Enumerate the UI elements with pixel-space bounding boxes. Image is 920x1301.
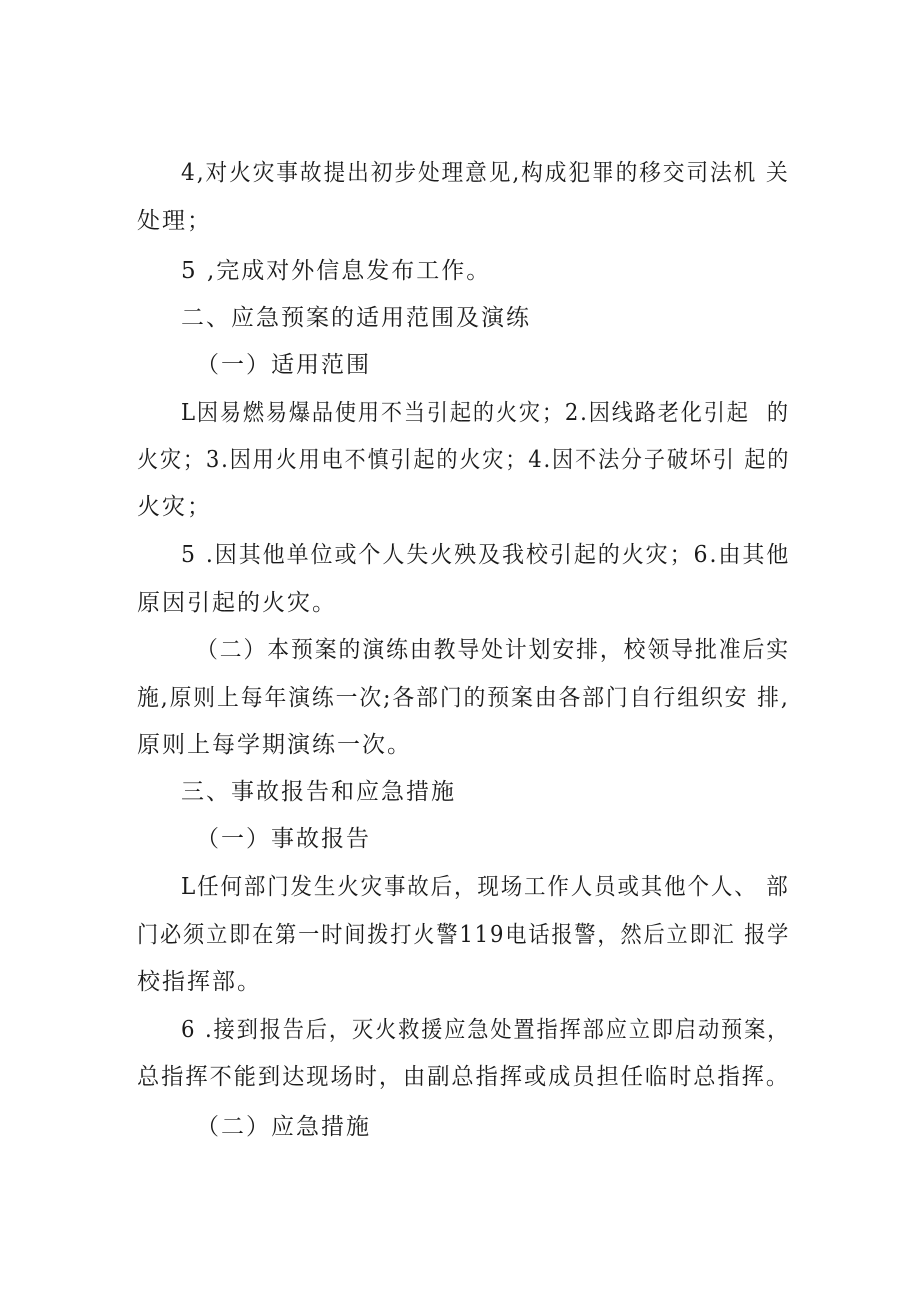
paragraph-line: 原因引起的火灾。: [137, 590, 337, 616]
paragraph-line: 总指挥不能到达现场时，由副总指挥或成员担任临时总指挥。: [137, 1064, 790, 1090]
subsection-heading: （二）应急措施: [196, 1114, 371, 1140]
paragraph-line: 处理；: [137, 208, 212, 234]
section-heading: 二、应急预案的适用范围及演练: [181, 305, 531, 331]
paragraph-line: L因易燃易爆品使用不当引起的火灾；2.因线路老化引起 的: [181, 400, 790, 426]
paragraph-line: 火灾；: [137, 494, 212, 520]
paragraph-line: 6 .接到报告后，灭火救援应急处置指挥部应立即启动预案，: [181, 1017, 791, 1043]
paragraph-line: 原则上每学期演练一次。: [137, 732, 412, 758]
subsection-heading: （一）事故报告: [196, 826, 371, 852]
section-heading: 三、事故报告和应急措施: [181, 779, 456, 805]
subsection-heading: （一）适用范围: [196, 352, 371, 378]
paragraph-line: 5 ,完成对外信息发布工作。: [181, 258, 492, 284]
paragraph-line: 5 .因其他单位或个人失火殃及我校引起的火灾；6.由其他: [181, 542, 791, 568]
paragraph-line: L任何部门发生火灾事故后，现场工作人员或其他个人、 部: [181, 874, 790, 900]
paragraph-line: （二）本预案的演练由教导处计划安排，校领导批准后实: [196, 637, 790, 663]
paragraph-line: 火灾；3.因用火用电不慎引起的火灾；4.因不法分子破坏引 起的: [137, 447, 791, 473]
paragraph-line: 4,对火灾事故提出初步处理意见,构成犯罪的移交司法机 关: [181, 160, 790, 186]
paragraph-line: 门必须立即在第一时间拨打火警119电话报警，然后立即汇 报学: [137, 922, 791, 948]
paragraph-line: 施,原则上每年演练一次;各部门的预案由各部门自行组织安 排,: [137, 685, 790, 711]
paragraph-line: 校指挥部。: [137, 969, 262, 995]
